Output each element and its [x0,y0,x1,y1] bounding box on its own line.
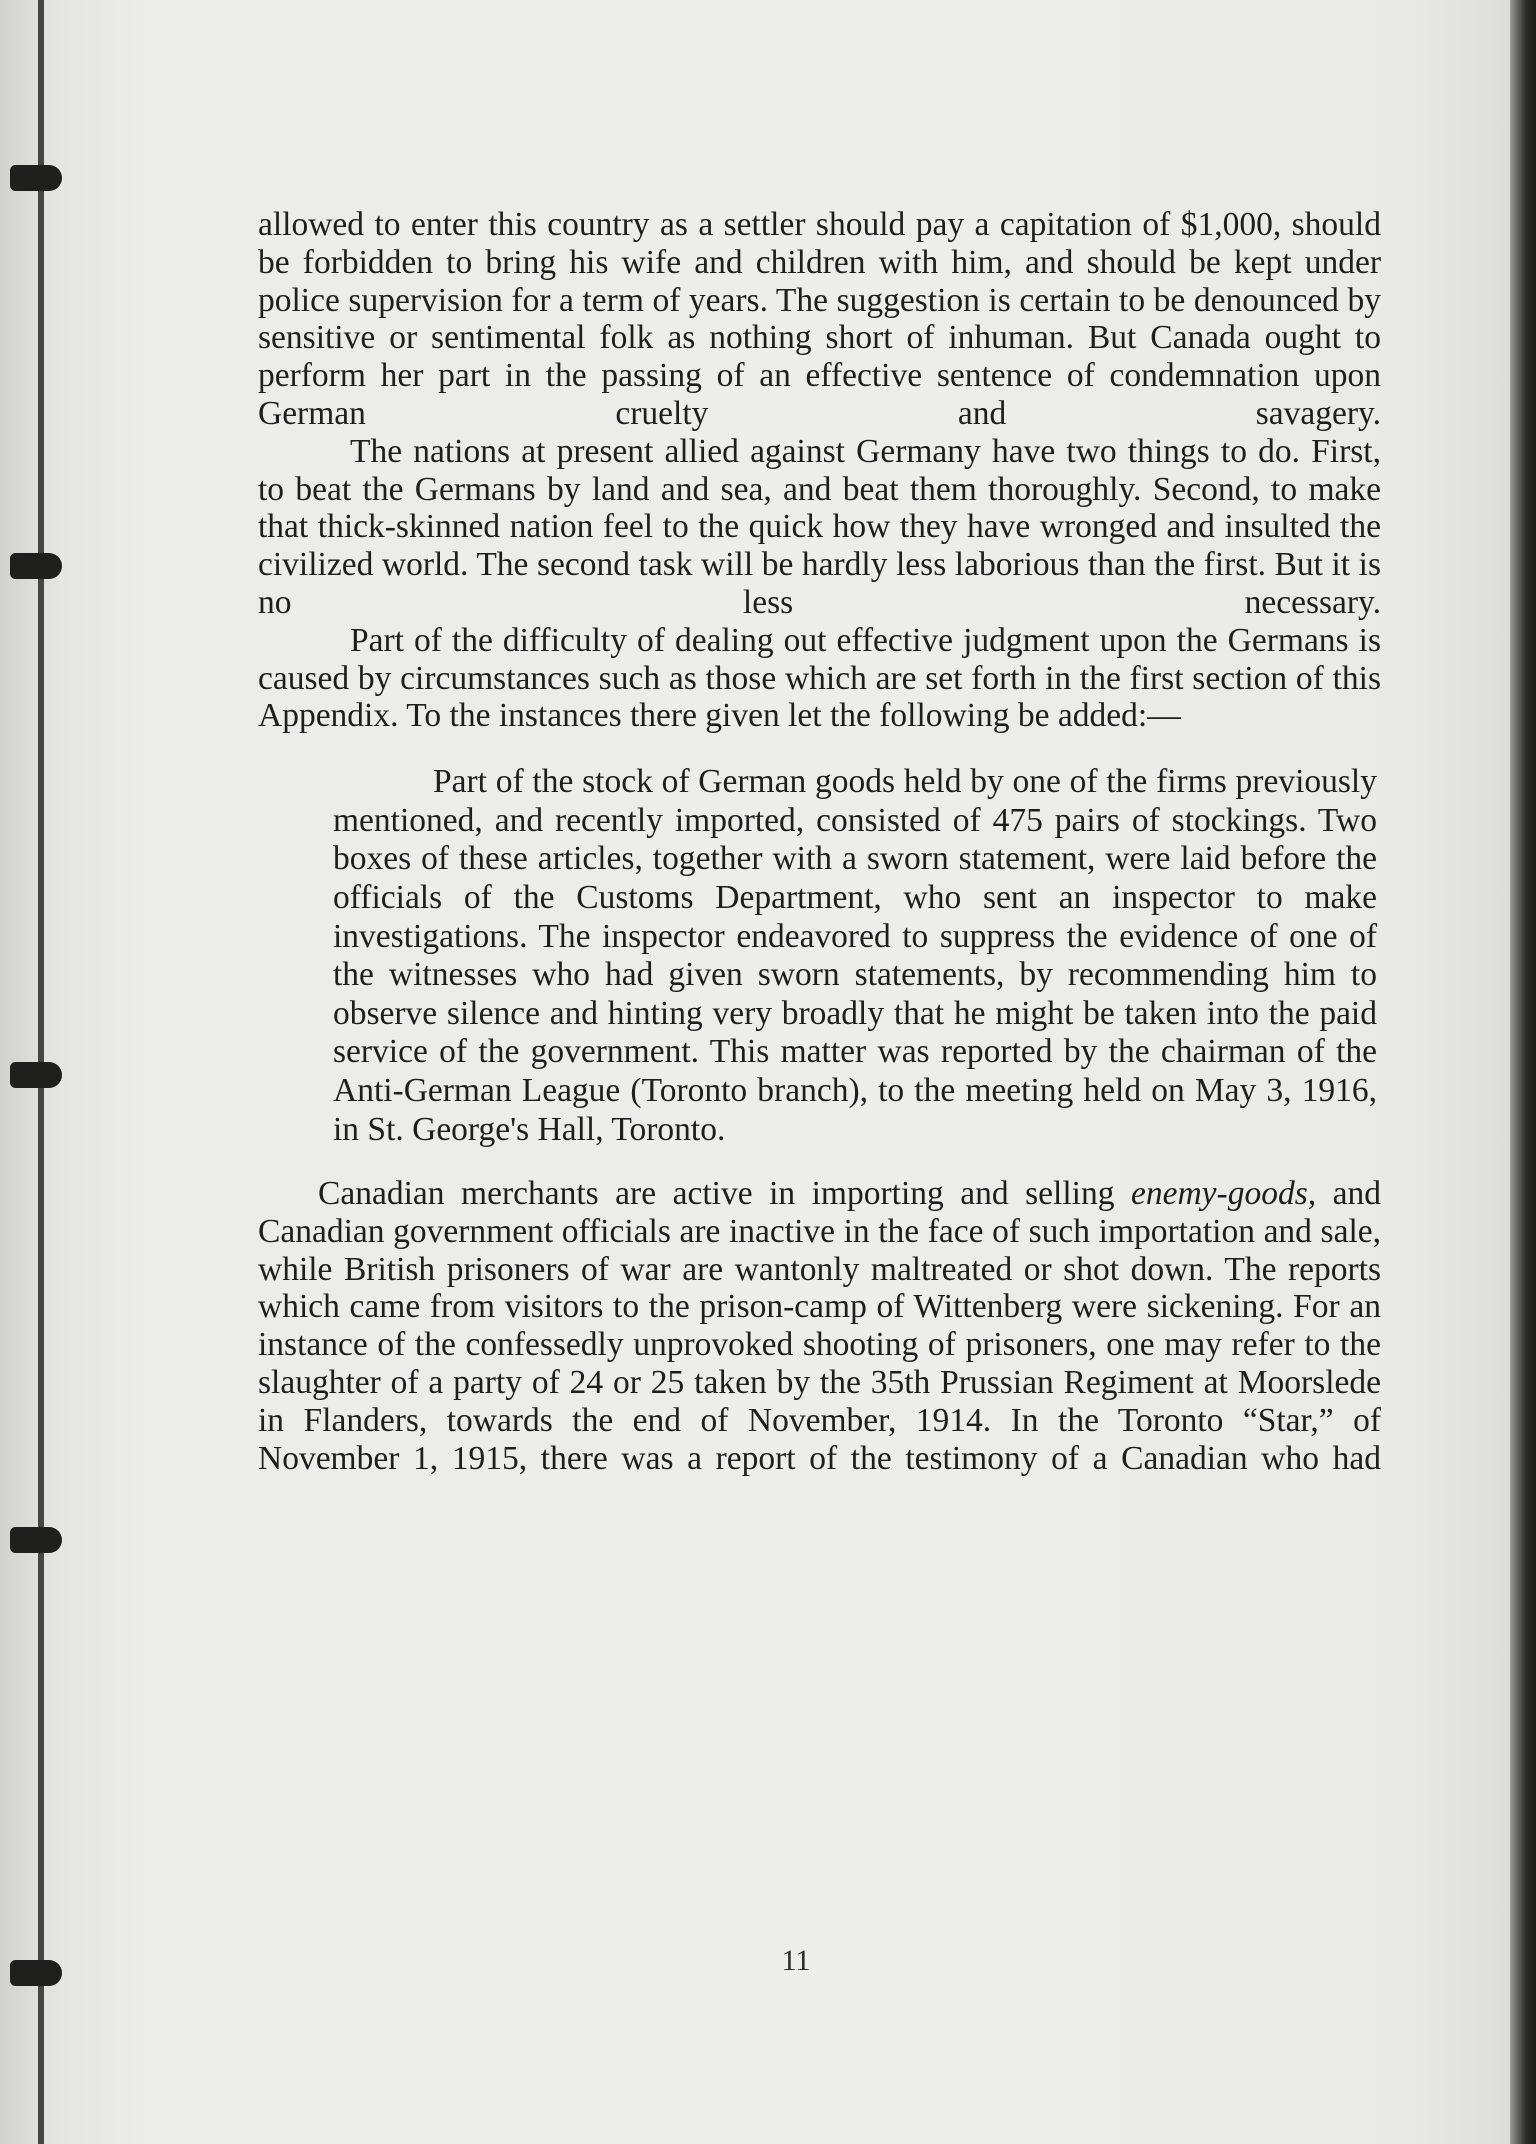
binding-stitch [10,1062,62,1088]
block-quote [333,763,1377,1149]
binding-stitch [10,1960,62,1986]
body-text [258,206,1381,1477]
binding-spine [0,0,60,2144]
binding-stitch [10,553,62,579]
paragraph-3: Part of the difficulty of dealing out effective judgment upon the Germans is caused by circumstances such as those which are set forth in the first section of this Appendix. To the instances there given let the following be added:— [258,621,1381,735]
paragraph-4-lead: Canadian merchants are active in importing and selling [318,1175,1115,1213]
block-quote-text: Part of the stock of German goods held by one of the firms previously mentioned, and recently imported, consisted of 475 pairs of stockings. Two boxes of these articles, together with a sworn statement, were laid before the officials of the Customs Department, who sent an inspector to make investigations. The inspector endeavored to suppress the evidence of one of the witnesses who had given sworn statements, by recommending him to observe silence and hinting very broadly that he might be taken into the paid service of the government. This matter was reported by the chairman of the Anti-German League (Toronto branch), to the meeting held on May 3, 1916, in St. George's Hall, Toronto. [333,763,1377,1148]
page-number: 11 [781,1944,811,1977]
page-edge-shadow [1510,0,1536,2144]
binding-stitch [10,165,62,191]
paragraph-1: allowed to enter this country as a settler should pay a capitation of $1,000, should be forbidden to bring his wife and children with him, and should be kept under police supervision for a term of years. The suggestion is certain to be denounced by sensitive or sentimental folk as nothing short of inhuman. But Canada ought to perform her part in the passing of an effective sentence of condemnation upon German cruelty and savagery. [258,206,1381,432]
paragraph-4-rest: and Canadian government officials are inactive in the face of such importation and sale, while British prisoners of war are wantonly maltreated or shot down. The reports which came from visitors to the prison-camp of Wittenberg were sickening. For an instance of the confessedly unprovoked shooting of prisoners, one may refer to the slaughter of a party of 24 or 25 taken by the 35th Prussian Regiment at Moorslede in Flanders, towards the end of November, 1914. In the Toronto “Star,” of November 1, 1915, there was a report of the testimony of a Canadian who had [258,1175,1382,1477]
binding-stitch [10,1527,62,1553]
paragraph-4-emphasis: enemy-goods, [1131,1175,1317,1213]
paragraph-4 [258,1175,1381,1477]
paragraph-2: The nations at present allied against Germany have two things to do. First, to beat the Germans by land and sea, and beat them thoroughly. Second, to make that thick-skinned nation feel to the quick how they have wronged and insulted the civilized world. The second task will be hardly less laborious than the first. But it is no less necessary. [258,432,1381,621]
